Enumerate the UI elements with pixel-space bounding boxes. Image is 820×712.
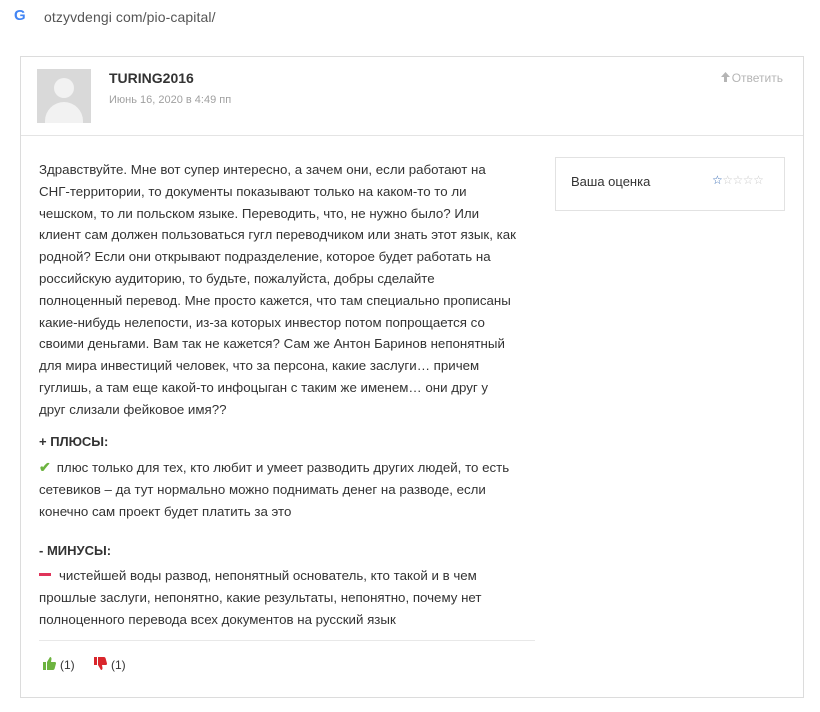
comment-text: Здравствуйте. Мне вот супер интересно, а зачем они, если работают на СНГ-территории, то документы показывают только на каком-то то ли чешском, то ли польском языке. Переводить, что, не нужно было? Или клиент сам должен пользоваться гугл переводчиком или знать этот язык, как родной? Если они открывают подразделение, которое будет работать на российскую аудиторию, то будьте, пожалуйста, добры сделайте полноценный перевод. Мне просто кажется, что там специально прописаны какие-нибудь нелепости, из-за которых инвестор потом попрощается со своими деньгами. Вам так не кажется? Сам же Антон Баринов непонятный для мира инвестиций человек, что за персона, какие заслуги… причем гуглишь, а там еще какой-то инфоцыган с таким же именем… они друг у друг слизали фейковое имя?? <box>39 162 516 417</box>
dislike-count: (1) <box>111 658 126 672</box>
divider <box>39 640 535 641</box>
check-icon: ✔ <box>39 459 51 475</box>
minus-icon <box>39 573 51 576</box>
star-icon[interactable]: ☆ <box>722 173 733 187</box>
star-icon[interactable]: ☆ <box>732 173 743 187</box>
reply-label: Ответить <box>731 71 783 85</box>
cons-row <box>39 565 517 630</box>
avatar-body <box>45 102 83 123</box>
comment-date: Июнь 16, 2020 в 4:49 пп <box>109 94 232 106</box>
avatar <box>37 69 91 123</box>
star-icon[interactable]: ☆ <box>753 173 764 187</box>
rating-label: Ваша оценка <box>571 174 651 189</box>
like-button[interactable] <box>43 657 75 673</box>
cons-text: чистейшей воды развод, непонятный основатель, кто такой и в чем прошлые заслуги, непонятно, какие результаты, непонятно, почему нет полноценного перевода всех документов на русский язык <box>39 568 482 627</box>
star-icon[interactable]: ☆ <box>712 173 723 187</box>
star-icon[interactable]: ☆ <box>742 173 754 187</box>
review-header <box>21 57 803 136</box>
arrow-up-icon <box>721 71 730 85</box>
star-rating[interactable] <box>712 173 763 187</box>
pros-row <box>39 457 517 522</box>
avatar-head <box>54 78 74 98</box>
google-icon: G <box>14 7 26 24</box>
like-count: (1) <box>60 658 75 672</box>
dislike-button[interactable] <box>94 657 126 673</box>
pros-title: + ПЛЮСЫ: <box>39 434 109 449</box>
author-name[interactable]: TURING2016 <box>109 70 194 86</box>
rating-box <box>555 157 785 211</box>
cons-title: - МИНУСЫ: <box>39 543 112 558</box>
reply-button[interactable] <box>721 71 783 85</box>
address-bar <box>0 0 820 40</box>
review-card <box>20 56 804 698</box>
vote-bar <box>43 657 142 673</box>
thumbs-down-icon <box>94 657 107 673</box>
thumbs-up-icon <box>43 657 56 673</box>
pros-text: плюс только для тех, кто любит и умеет разводить других людей, то есть сетевиков – да тут нормально можно поднимать денег на разводе, если конечно сам проект будет платить за это <box>39 460 510 519</box>
url-text[interactable]: otzyvdengi com/pio-capital/ <box>44 9 216 25</box>
